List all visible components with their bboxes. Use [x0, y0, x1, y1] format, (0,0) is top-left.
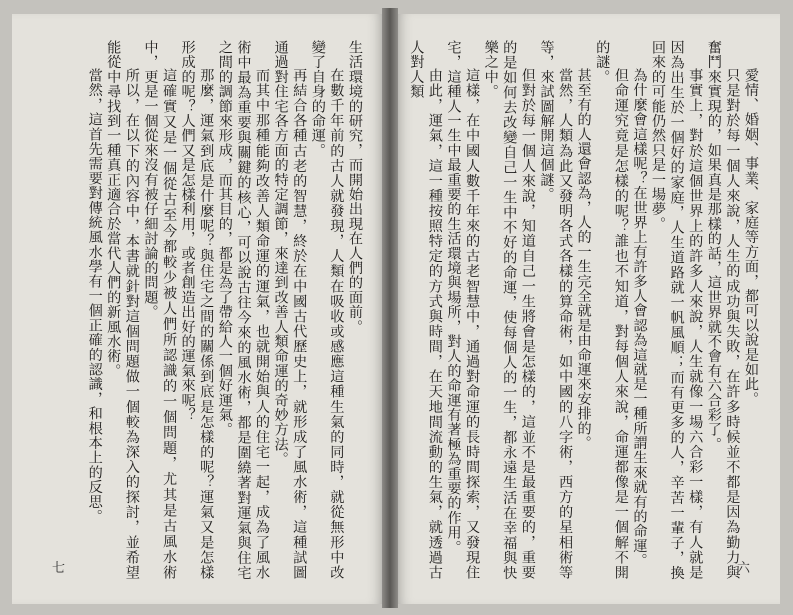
paragraph: 當然，人類為此又發明各式各樣的算命術，如中國的八字術，西方的星相術等等，來試圖解開這個謎。	[538, 40, 574, 580]
paragraph: 在數千年前的古人就發現，人類在吸收或感應這種生氣的同時，就從無形中改變了自身的命運。	[309, 40, 345, 580]
paragraph: 事實上，對於這個世界上的許多人來說，人生就像一場六合彩一樣，有人就是因為出生於一個好的家庭，人生道路就一帆風順；而有更多的人，辛苦一輩子，換回來的可能仍然只是一場夢。	[650, 40, 704, 580]
right-page-body	[408, 40, 760, 580]
paragraph: 甚至有的人還會認為，人的一生完全就是由命運來安排的。	[575, 68, 592, 451]
left-page-body	[42, 40, 364, 580]
paragraph: 所以，在以下的內容中，本書就針對這個問題做一個較為深入的探討，並希望能從中尋找到一種真正適合於當代人們的新風水術。	[105, 40, 140, 580]
paragraph: 愛情、婚姻、事業、家庭等方面，都可以說是如此。	[743, 68, 759, 407]
paragraph: 由此，運氣，這一種按照特定的方式與時間，在天地間流動的生氣，就透過古人對人類	[408, 40, 443, 580]
paragraph: 這樣，在中國人數千年來的古老智慧中，通過對命運的長時間探索，又發現住宅，這種人一生中最重要的生活環境與場所，對人的命運有著極為重要的作用。	[445, 40, 481, 580]
paragraph: 為什麼會這樣呢？在世界上有許多人會認為這就是一種所謂生來就有的命運。	[631, 68, 648, 569]
paragraph: 而其中那種能夠改善人類命運的運氣，也就開始與人的住宅一起，成為了風水術中最為重要與關鍵的核心，可以說古往今來的風水術，都是圍繞著對運氣與住宅之間的調節來形成，而其目的，都是為了帶給人一個好運氣。	[216, 40, 271, 580]
page-number: 六	[736, 561, 750, 576]
paragraph: 生活環境的研究，而開始出現在人們的面前。	[347, 40, 363, 334]
paragraph: 但對於每一個人來說，知道自己一生將會是怎樣的，這並不是最重要的，重要的是如何去改變自己一生中不好的命運，使每個人的一生，都永遠生活在幸福與快樂之中。	[482, 40, 536, 580]
paragraph: 再結合各種古老的智慧，終於在中國古代歷史上，就形成了風水術，這種試圖通過對住宅各方面的特定調節，來達到改善人類命運的奇妙方法。	[272, 40, 308, 580]
page-number: 七	[52, 561, 66, 576]
right-page	[398, 14, 780, 604]
paragraph: 當然，這首先需要對傳統風水學有一個正確的認識，和根本上的反思。	[86, 68, 103, 525]
book-gutter	[382, 8, 398, 608]
paragraph: 但命運究竟是怎樣的呢？誰也不知道，對每個人來說，命運都像是一個解不開的謎。	[594, 40, 629, 580]
paragraph: 這確實又是一個從古至今都較少被人們所認識的一個問題，尤其是古風水術中，更是一個從來沒有被仔細討論的問題。	[142, 40, 178, 580]
paragraph: 只是對於每一個人來說，人生的成功與失敗，在許多時候並不都是因為勤力與奮鬥來實現的，如果真是那樣的話，這世界就不會有六合彩了。	[705, 40, 741, 580]
left-page	[12, 14, 382, 604]
paragraph: 那麼，運氣到底是什麼呢？與住宅之間的關係到底是怎樣的呢？運氣又是怎樣形成的呢？人們又是怎樣利用，或者創造出好的運氣來呢？	[179, 40, 215, 580]
